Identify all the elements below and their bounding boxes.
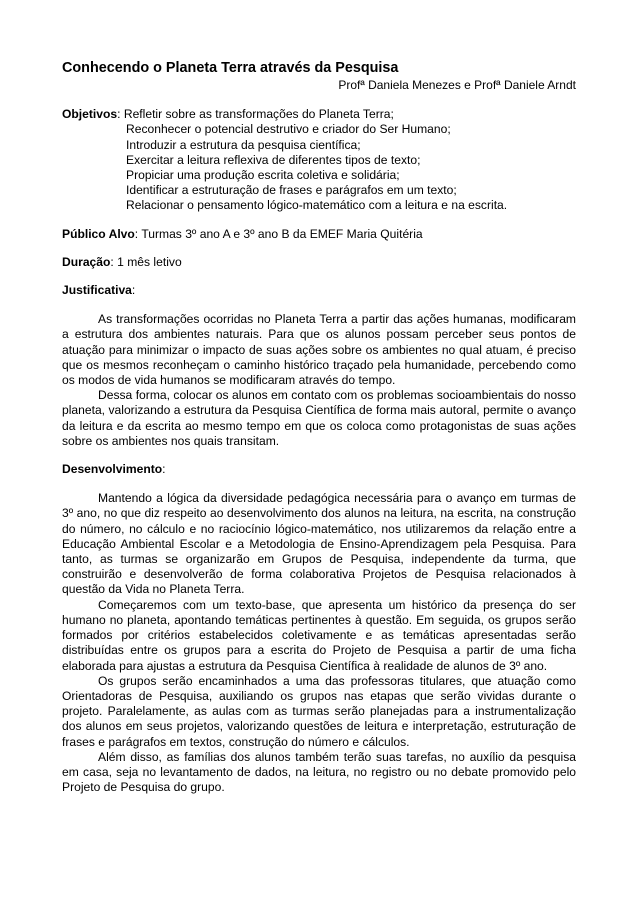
objectives-section xyxy=(62,107,576,213)
development-paragraph: Além disso, as famílias dos alunos também terão suas tarefas, no auxílio da pesquisa em casa, seja no levantamento de dados, na leitura, no registro ou no debate promovido pelo Projeto de Pesquisa do grupo. xyxy=(62,749,576,795)
audience-section: Público Alvo: Turmas 3º ano A e 3º ano B da EMEF Maria Quitéria xyxy=(62,226,423,241)
objectives-label: Objetivos xyxy=(62,107,118,122)
development-paragraph: Os grupos serão encaminhados a uma das professoras titulares, que atuação como Orientadoras de Pesquisa, auxiliando os grupos nas etapas que serão vividas durante o projeto. Paralelamente, as aulas com as turmas serão planejadas para a instrumentalização dos alunos em seus projetos, valorizando questões de leitura e interpretação, estruturação de frases e parágrafos em textos, construção do número e cálculos. xyxy=(62,673,576,749)
document-authors: Profª Daniela Menezes e Profª Daniele Arndt xyxy=(338,78,576,92)
objective-item: Identificar a estruturação de frases e parágrafos em um texto; xyxy=(126,183,457,198)
duration-label: Duração xyxy=(62,254,111,269)
justification-paragraph: As transformações ocorridas no Planeta Terra a partir das ações humanas, modificaram a estrutura dos ambientes naturais. Para que os alunos possam perceber seus pontos de atuação para minimizar o impacto de suas ações sobre os ambientes no qual atuam, é preciso que os mesmos reconheçam o caminho histórico traçado pela humanidade, percebendo como os modos de vida humanos se modificaram através do tempo. xyxy=(62,312,576,388)
development-paragraph: Começaremos com um texto-base, que apresenta um histórico da presença do ser humano no planeta, apontando temáticas pertinentes à questão. Em seguida, os grupos serão formados por critérios estabelecidos coletivamente e as temáticas apresentadas serão distribuídas entre os grupos para a escrita do Projeto de Pesquisa a partir de uma ficha elaborada para ajustas a estrutura da Pesquisa Científica à realidade de alunos de 3º ano. xyxy=(62,597,576,673)
development-section xyxy=(62,491,576,795)
objective-text: Refletir sobre as transformações do Planeta Terra; xyxy=(123,107,394,122)
justification-paragraph: Dessa forma, colocar os alunos em contato com os problemas socioambientais do nosso planeta, valorizando a estrutura da Pesquisa Científica de forma mais autoral, permite o avanço da leitura e da escrita ao mesmo tempo em que os coloca como protagonistas de suas ações sobre os ambientes nos quais transitam. xyxy=(62,388,576,448)
development-heading: Desenvolvimento: xyxy=(62,462,166,477)
document-title: Conhecendo o Planeta Terra através da Pesquisa xyxy=(62,60,399,76)
audience-label: Público Alvo xyxy=(62,226,135,241)
objective-item: Propiciar uma produção escrita coletiva e solidária; xyxy=(126,168,400,183)
objective-item: Objetivos: Refletir sobre as transformações do Planeta Terra; xyxy=(62,107,394,122)
justification-label: Justificativa xyxy=(62,283,132,298)
objective-item: Reconhecer o potencial destrutivo e criador do Ser Humano; xyxy=(126,122,451,137)
audience-value: Turmas 3º ano A e 3º ano B da EMEF Maria Quitéria xyxy=(141,226,423,241)
duration-value: 1 mês letivo xyxy=(117,254,182,269)
objective-item: Introduzir a estrutura da pesquisa científica; xyxy=(126,137,361,152)
development-label: Desenvolvimento xyxy=(62,462,163,477)
objective-item: Relacionar o pensamento lógico-matemático com a leitura e na escrita. xyxy=(126,198,508,213)
justification-section xyxy=(62,312,576,449)
development-paragraph: Mantendo a lógica da diversidade pedagógica necessária para o avanço em turmas de 3º ano, no que diz respeito ao desenvolvimento dos alunos na leitura, na escrita, na construção do número, no cálculo e no raciocínio lógico-matemático, nos utilizaremos da relação entre a Educação Ambiental Escolar e a Metodologia de Ensino-Aprendizagem pela Pesquisa. Para tanto, as turmas se organizarão em Grupos de Pesquisa, independente da turma, que construirão e desenvolverão de forma colaborativa Projetos de Pesquisa relacionados à questão da Vida no Planeta Terra. xyxy=(62,491,576,597)
justification-heading: Justificativa: xyxy=(62,283,136,298)
duration-section: Duração: 1 mês letivo xyxy=(62,254,182,269)
objective-item: Exercitar a leitura reflexiva de diferentes tipos de texto; xyxy=(126,152,421,167)
